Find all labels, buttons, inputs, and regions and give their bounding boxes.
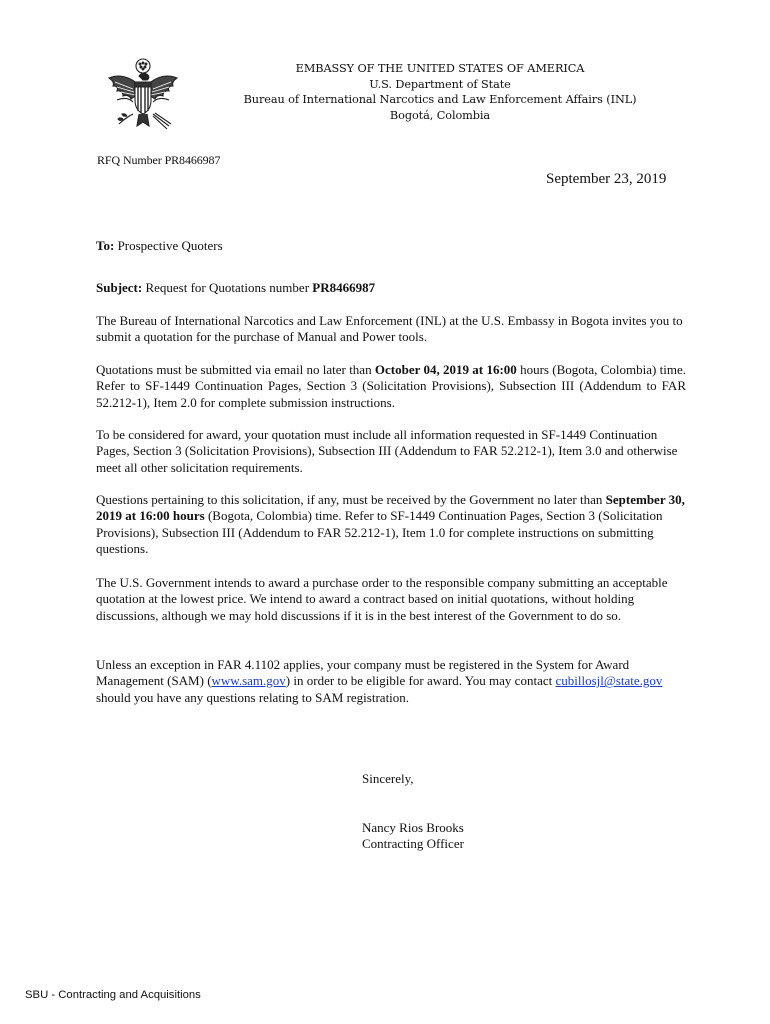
to-value: Prospective Quoters (117, 238, 223, 253)
questions-text-after: (Bogota, Colombia) time. Refer to SF-1449 Continuation Pages, Section 3 (Solicitation Provisions), Subsection III (Addendum to FAR 52.212-1), Item 1.0 for complete instructions on submitting questions. (96, 508, 663, 557)
sam-text-3: should you have any questions relating to SAM registration. (96, 689, 410, 705)
paragraph-sam-registration (96, 657, 686, 706)
letter-date: September 23, 2019 (546, 171, 667, 187)
paragraph-award-intent: The U.S. Government intends to award a purchase order to the responsible company submitting an acceptable quotation at the lowest price. We intend to award a contract based on initial quotations, without holding discussions, although we may hold discussions if it is in the best interest of the Government to do so. (96, 575, 668, 623)
sam-text-2: ) in order to be eligible for award. You may contact (285, 673, 553, 689)
submission-text-before: Quotations must be submitted via email no later than (96, 362, 372, 377)
closing: Sincerely, (362, 771, 414, 786)
letterhead-bureau: Bureau of International Narcotics and Law Enforcement Affairs (INL) (243, 93, 637, 106)
letterhead-location: Bogotá, Colombia (389, 108, 491, 122)
signer-title: Contracting Officer (362, 836, 464, 851)
rfq-number: RFQ Number PR8466987 (97, 153, 221, 167)
letterhead-department: U.S. Department of State (369, 77, 511, 91)
letterhead (240, 61, 640, 123)
paragraph-questions (96, 492, 686, 558)
paragraph-award-consideration: To be considered for award, your quotation must include all information requested in SF-1449 Continuation Pages, Section 3 (Solicitation Provisions), Subsection III (Addendum to FAR 52.212-1), Item 3.0 and otherwise meet all other solicitation requirements. (96, 427, 678, 475)
great-seal-eagle-icon (103, 56, 183, 142)
submission-deadline: October 04, 2019 at 16:00 (374, 362, 517, 377)
submission-text-after: hours (Bogota, Colombia) time. Refer to SF-1449 Continuation Pages, Section 3 (Solicitation Provisions), Subsection III (Addendum to FAR 52.212-1), Item 2.0 for complete submission instructions. (96, 362, 686, 410)
signer-name: Nancy Rios Brooks (362, 820, 464, 835)
subject-number: PR8466987 (312, 280, 376, 295)
subject-line (96, 280, 686, 296)
sam-website-link[interactable]: www.sam.gov (211, 673, 286, 689)
sam-text-1: Unless an exception in FAR 4.1102 applies, your company must be registered in the System for Award Management (SAM) ( (96, 657, 630, 689)
footer-classification: SBU - Contracting and Acquisitions (25, 989, 201, 1001)
to-label: To: (96, 238, 115, 253)
contact-email-link[interactable]: cubillosjl@state.gov (555, 673, 663, 689)
paragraph-invitation: The Bureau of International Narcotics and Law Enforcement (INL) at the U.S. Embassy in Bogota invites you to submit a quotation for the purchase of Manual and Power tools. (96, 313, 683, 345)
subject-text: Request for Quotations number (145, 280, 310, 295)
to-line (96, 238, 686, 254)
questions-deadline: September 30, 2019 at 16:00 hours (96, 492, 685, 524)
questions-text-before: Questions pertaining to this solicitation, if any, must be received by the Government no later than (96, 492, 603, 507)
subject-label: Subject: (96, 280, 143, 295)
paragraph-submission-deadline (96, 362, 686, 411)
letterhead-embassy: EMBASSY OF THE UNITED STATES OF AMERICA (295, 62, 585, 75)
